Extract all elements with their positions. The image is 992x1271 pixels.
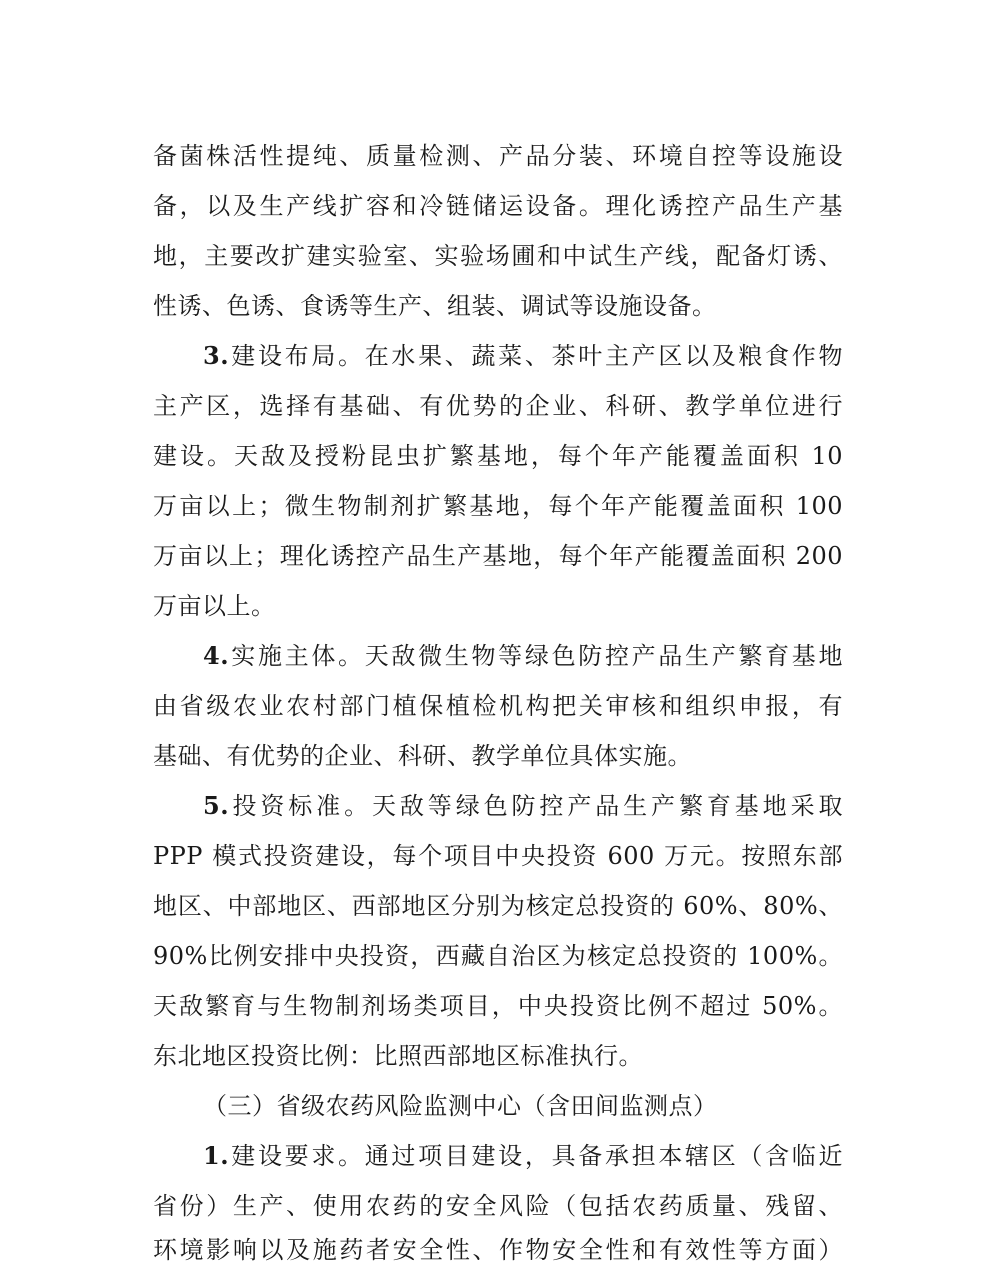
text-line: 万亩以上；理化诱控产品生产基地，每个年产能覆盖面积 200 (153, 542, 843, 570)
item-text: 实施主体。天敌微生物等绿色防控产品生产繁育基地 (229, 642, 843, 670)
text-line: 由省级农业农村部门植保植检机构把关审核和组织申报，有 (153, 692, 843, 720)
text-line: 主产区，选择有基础、有优势的企业、科研、教学单位进行 (153, 392, 843, 420)
text-line: 天敌繁育与生物制剂场类项目，中央投资比例不超过 50%。 (153, 992, 843, 1020)
item-text: 建设布局。在水果、蔬菜、茶叶主产区以及粮食作物 (229, 342, 843, 370)
item-text: 投资标准。天敌等绿色防控产品生产繁育基地采取 (229, 792, 843, 820)
item-number: 1. (203, 1141, 230, 1170)
text-line: PPP 模式投资建设，每个项目中央投资 600 万元。按照东部 (153, 842, 843, 870)
paragraph-first-line (203, 636, 843, 676)
text-line: 性诱、色诱、食诱等生产、组装、调试等设施设备。 (153, 292, 717, 320)
text-line: 备，以及生产线扩容和冷链储运设备。理化诱控产品生产基 (153, 192, 843, 220)
text-line: 万亩以上；微生物制剂扩繁基地，每个年产能覆盖面积 100 (153, 492, 843, 520)
text-line: 万亩以上。 (153, 592, 276, 620)
text-line: 地，主要改扩建实验室、实验场圃和中试生产线，配备灯诱、 (153, 242, 843, 270)
item-number: 4. (203, 641, 230, 670)
text-line: 省份）生产、使用农药的安全风险（包括农药质量、残留、 (153, 1192, 843, 1220)
text-line: 备菌株活性提纯、质量检测、产品分装、环境自控等设施设 (153, 142, 843, 170)
item-number: 5. (203, 791, 230, 820)
text-line: 90%比例安排中央投资，西藏自治区为核定总投资的 100%。 (153, 942, 843, 970)
section-heading: （三）省级农药风险监测中心（含田间监测点） (203, 1092, 718, 1120)
text-line: 建设。天敌及授粉昆虫扩繁基地，每个年产能覆盖面积 10 (153, 442, 843, 470)
paragraph-first-line (203, 1136, 843, 1176)
item-text: 建设要求。通过项目建设，具备承担本辖区（含临近 (229, 1142, 843, 1170)
paragraph-first-line (203, 336, 843, 376)
text-line: 基础、有优势的企业、科研、教学单位具体实施。 (153, 742, 692, 770)
text-line: 地区、中部地区、西部地区分别为核定总投资的 60%、80%、 (153, 892, 843, 920)
text-line: 东北地区投资比例：比照西部地区标准执行。 (153, 1042, 643, 1070)
paragraph-first-line (203, 786, 843, 826)
text-line: 环境影响以及施药者安全性、作物安全性和有效性等方面） (153, 1236, 843, 1264)
item-number: 3. (203, 341, 230, 370)
